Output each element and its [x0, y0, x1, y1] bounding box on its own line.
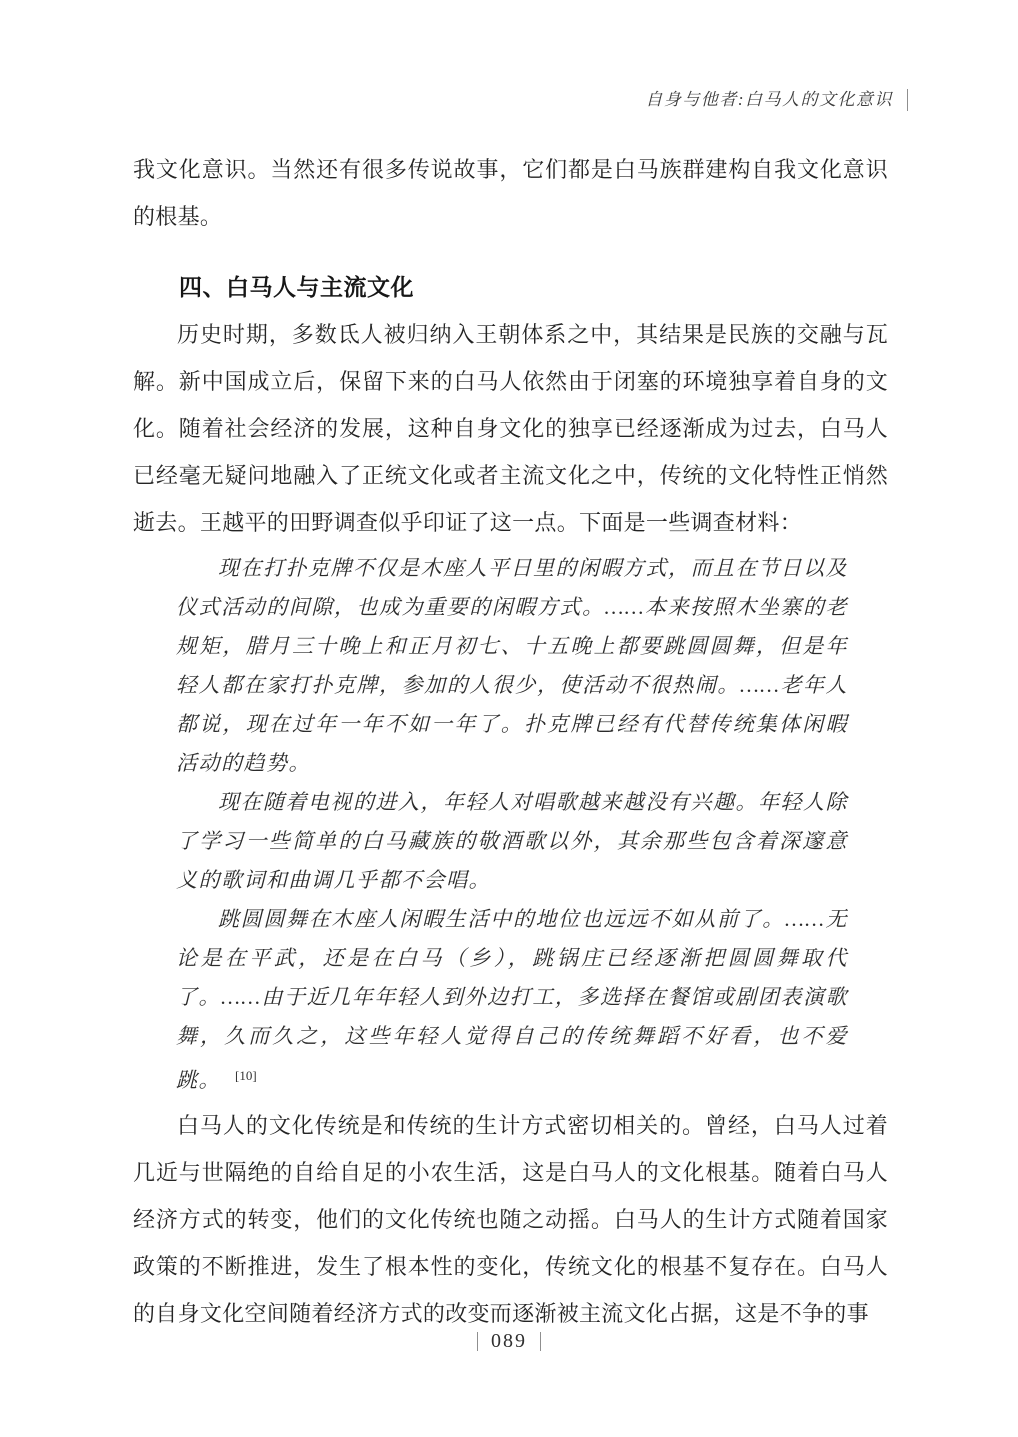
- section-heading: 四、白马人与主流文化: [179, 274, 414, 300]
- paragraph-history: 历史时期，多数氐人被归纳入王朝体系之中，其结果是民族的交融与瓦解。新中国成立后，保留下来的白马人依然由于闭塞的环境独享着自身的文化。随着社会经济的发展，这种自身文化的独享已经逐渐成为过去，白马人已经毫无疑问地融入了正统文化或者主流文化之中，传统的文化特性正悄然逝去。王越平的田野调查似乎印证了这一点。下面是一些调查材料：: [133, 322, 888, 535]
- quote-paragraph-dance-text: 跳圆圆舞在木座人闲暇生活中的地位也远远不如从前了。……无论是在平武，还是在白马（乡），跳锅庄已经逐渐把圆圆舞取代了。……由于近几年年轻人到外边打工，多选择在餐馆或剧团表演歌舞，久而久之，这些年轻人觉得自己的传统舞蹈不好看，也不爱跳。: [176, 907, 848, 1092]
- running-header-divider: [907, 89, 908, 111]
- quote-paragraph-poker: 现在打扑克牌不仅是木座人平日里的闲暇方式，而且在节日以及仪式活动的间隙，也成为重要的闲暇方式。……本来按照木坐寨的老规矩，腊月三十晚上和正月初七、十五晚上都要跳圆圆舞，但是年轻人都在家打扑克牌，参加的人很少，使活动不很热闹。……老年人都说，现在过年一年不如一年了。扑克牌已经有代替传统集体闲暇活动的趋势。: [176, 556, 848, 775]
- text-column: [133, 146, 888, 1337]
- paragraph-conclusion: 白马人的文化传统是和传统的生计方式密切相关的。曾经，白马人过着几近与世隔绝的自给自足的小农生活，这是白马人的文化根基。随着白马人经济方式的转变，他们的文化传统也随之动摇。白马人的生计方式随着国家政策的不断推进，发生了根本性的变化，传统文化的根基不复存在。白马人的自身文化空间随着经济方式的改变而逐渐被主流文化占据，这是不争的事: [133, 1113, 888, 1326]
- page-number-divider-right: [540, 1332, 541, 1351]
- page-footer: [0, 1330, 1018, 1353]
- page-number: 089: [491, 1330, 527, 1352]
- footnote-marker-10: [10]: [235, 1068, 257, 1083]
- quote-paragraph-singing: 现在随着电视的进入，年轻人对唱歌越来越没有兴趣。年轻人除了学习一些简单的白马藏族的敬酒歌以外，其余那些包含着深邃意义的歌词和曲调几乎都不会唱。: [176, 790, 848, 892]
- running-header-title: 自身与他者:白马人的文化意识: [645, 90, 893, 109]
- running-header: [645, 88, 908, 112]
- quote-paragraph-dance: [176, 900, 848, 1100]
- paragraph-intro-continuation: 我文化意识。当然还有很多传说故事，它们都是白马族群建构自我文化意识的根基。: [133, 157, 888, 229]
- blockquote-group: [176, 549, 848, 1100]
- page-number-divider-left: [477, 1332, 478, 1351]
